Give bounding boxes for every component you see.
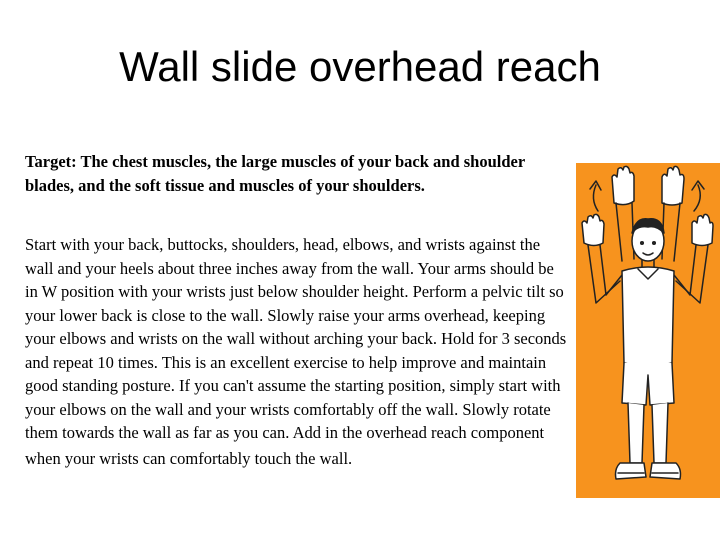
instructions-text: Start with your back, buttocks, shoulders, head, elbows, and wrists against the wall and your heels about three inches away from the wall. Your arms should be in W position with your wrists just below shoulder height. Perform a pelvic tilt so your lower back is close to the wall. Slowly raise your arms overhead, keeping your elbows and wrists on the wall without arching your back. Hold for 3 seconds and repeat 10 times. This is an excellent exercise to help improve and maintain good standing posture. If you can't assume the starting position, simply start with your elbows on the wall and your wrists comfortably off the wall. Slowly rotate them towards the wall as far as you can. Add in the overhead reach component	[25, 235, 567, 442]
wall-slide-figure-icon	[576, 163, 720, 498]
instructions-last-line: when your wrists can comfortably touch the wall.	[25, 448, 353, 468]
slide-title: Wall slide overhead reach	[119, 43, 601, 90]
target-paragraph: Target: The chest muscles, the large muscles of your back and shoulder blades, and the soft tissue and muscles of your shoulders.	[25, 152, 525, 195]
instructions-paragraph	[25, 233, 570, 470]
wall-slide-illustration	[576, 163, 720, 498]
